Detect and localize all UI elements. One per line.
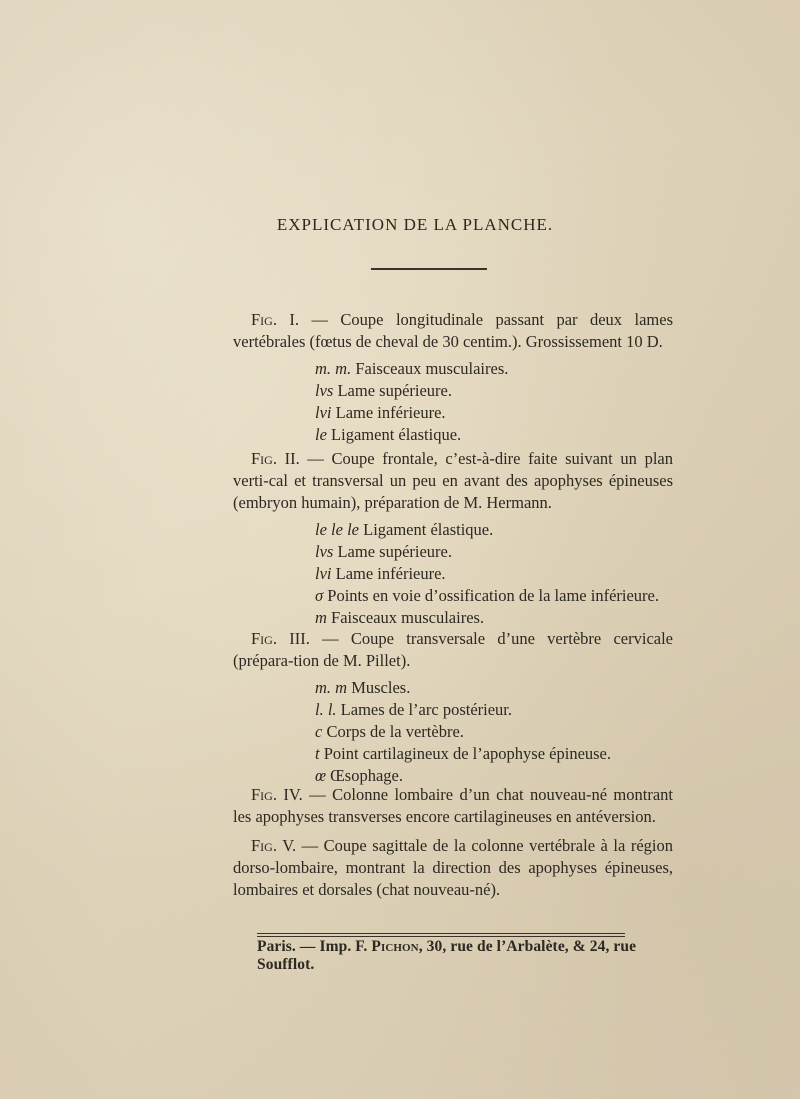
legend-item [315,563,673,585]
legend-abbr: c [315,722,323,741]
figure-1-dash: — [299,310,341,329]
legend-abbr: m. m [315,678,348,697]
imprint-divider-bottom [257,936,625,937]
imprint-suffix: , 30, rue de l’Arbalète, & 24, rue Soufflot. [257,938,637,973]
legend-abbr: œ [315,766,327,785]
figure-2-description: Coupe frontale, c’est-à-dire faite suivant un plan verti-cal et transversal un peu en avant des apophyses épineuses (embryon humain), préparation de M. Hermann. [233,449,673,512]
legend-text: Point cartilagineux de l’apophyse épineuse. [323,744,612,763]
figure-5-description-paragraph [233,835,673,901]
figure-2-block [233,448,673,629]
legend-abbr: l. l. [315,700,337,719]
legend-abbr: lvs [315,381,334,400]
legend-text: Points en voie d’ossification de la lame inférieure. [327,586,659,605]
imprint-divider-top [257,933,625,934]
figure-1-block [233,309,673,446]
legend-item [315,743,673,765]
figure-5-description: Coupe sagittale de la colonne vertébrale à la région dorso-lombaire, montrant la direction des apophyses épineuses, lombaires et dorsales (chat nouveau-né). [233,836,673,899]
legend-text: Lame supérieure. [337,542,452,561]
legend-text: Faisceaux musculaires. [331,608,485,627]
figure-2-label: Fig. II. [251,449,300,468]
legend-abbr: m. m. [315,359,352,378]
figure-4-description-paragraph [233,784,673,828]
page-title: EXPLICATION DE LA PLANCHE. [276,215,554,234]
legend-abbr: le le le [315,520,359,539]
figure-4-label: Fig. IV. [251,785,303,804]
figure-2-legend [315,519,673,629]
imprint-prefix: Paris. — Imp. F. [257,938,372,955]
legend-item [315,699,673,721]
figure-1-description: Coupe longitudinale passant par deux lames vertébrales (fœtus de cheval de 30 centim.). Grossissement 10 D. [233,310,673,351]
legend-item [315,607,673,629]
figure-3-block [233,628,673,787]
legend-item [315,424,673,446]
legend-item [315,677,673,699]
legend-item [315,721,673,743]
figure-3-label: Fig. III. [251,629,310,648]
legend-abbr: σ [315,586,324,605]
legend-text: Faisceaux musculaires. [355,359,509,378]
legend-item [315,402,673,424]
legend-text: Ligament élastique. [363,520,494,539]
figure-2-dash: — [299,449,332,468]
figure-4-dash: — [302,785,333,804]
legend-item [315,358,673,380]
legend-text: Muscles. [351,678,411,697]
legend-abbr: m [315,608,327,627]
figure-3-description: Coupe transversale d’une vertèbre cervicale (prépara-tion de M. Pillet). [233,629,674,670]
figure-5-block [233,835,673,901]
legend-item [315,585,673,607]
legend-item [315,541,673,563]
figure-5-dash: — [296,836,324,855]
figure-5-label: Fig. V. [251,836,297,855]
figure-4-description: Colonne lombaire d’un chat nouveau-né montrant les apophyses transverses encore cartilagineuses en antéversion. [233,785,674,826]
figure-3-dash: — [309,629,351,648]
figure-1-legend [315,358,673,446]
legend-text: Lame inférieure. [335,564,446,583]
printer-imprint [257,938,657,974]
legend-abbr: lvs [315,542,334,561]
legend-abbr: t [315,744,320,763]
legend-text: Corps de la vertèbre. [326,722,464,741]
legend-text: Lame supérieure. [337,381,452,400]
figure-1-description-paragraph [233,309,673,353]
figure-3-legend [315,677,673,787]
legend-abbr: le [315,425,327,444]
legend-text: Ligament élastique. [331,425,462,444]
legend-text: Lames de l’arc postérieur. [340,700,513,719]
figure-3-description-paragraph [233,628,673,672]
legend-text: Lame inférieure. [335,403,446,422]
legend-item [315,380,673,402]
title-divider [371,268,487,270]
figure-4-block [233,784,673,828]
legend-abbr: lvi [315,403,332,422]
figure-1-label: Fig. I. [251,310,300,329]
legend-abbr: lvi [315,564,332,583]
legend-text: Œsophage. [330,766,404,785]
legend-item [315,519,673,541]
imprint-printer-name: Pichon [371,938,419,955]
figure-2-description-paragraph [233,448,673,514]
